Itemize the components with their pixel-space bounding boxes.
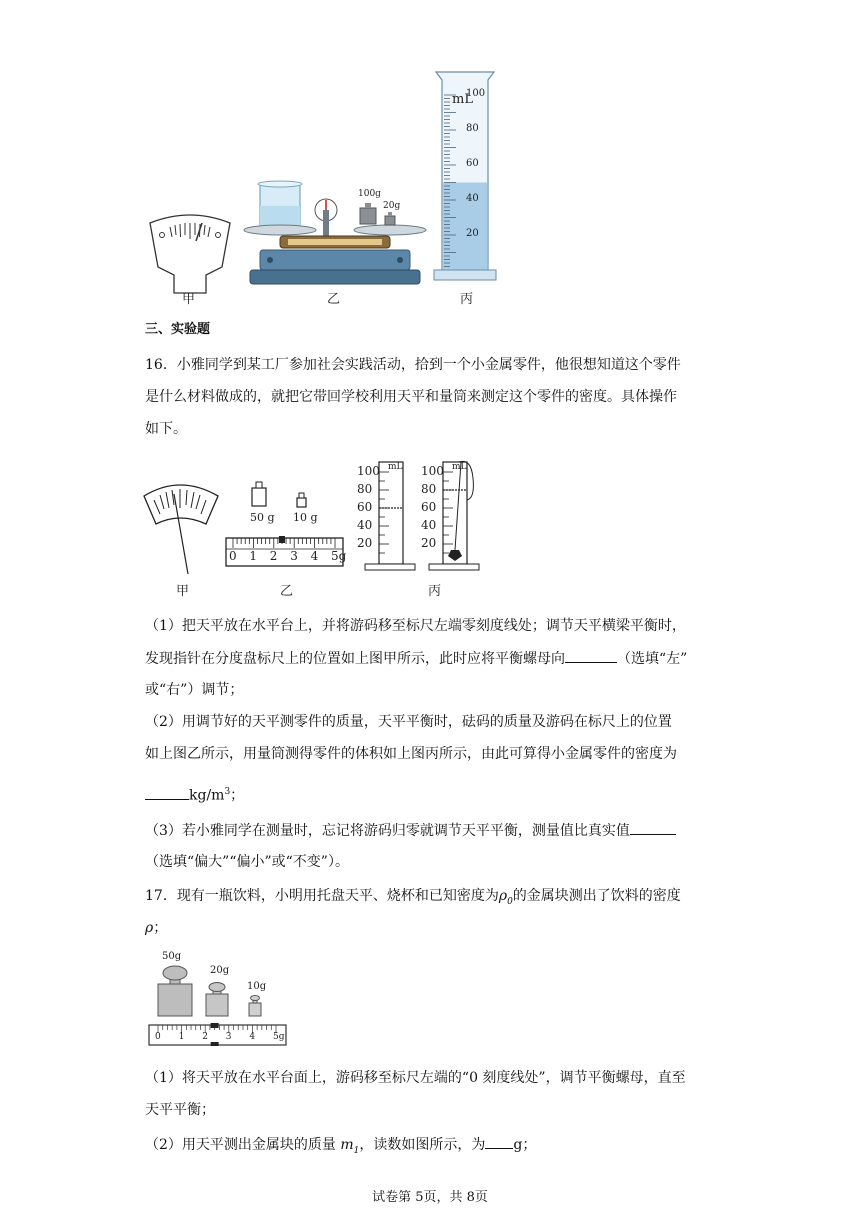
q16-answer-blank-1[interactable]	[565, 648, 617, 663]
q17-intro-text-a: 17．现有一瓶饮料，小明用托盘天平、烧杯和已知密度为	[145, 888, 499, 904]
q16-cylinder-left-label: 20	[357, 536, 373, 550]
q17-m1-symbol: m	[340, 1137, 354, 1153]
q16-ruler-label: 1	[249, 549, 258, 563]
q16-cylinder-left-label: 80	[357, 482, 373, 496]
q16-cylinder-left-label: 40	[357, 518, 373, 532]
q17-rho-symbol: ρ	[145, 920, 154, 936]
q16-intro-line2: 是什么材料做成的，就把它带回学校利用天平和量筒来测定这个零件的密度。具体操作	[145, 389, 677, 405]
q17-part1-line1: （1）将天平放在水平台面上，游码移至标尺左端的“0 刻度线处”，调节平衡螺母，直至	[145, 1070, 686, 1086]
q17-part1-line2: 天平平衡；	[145, 1102, 215, 1118]
q16-ruler-label: 4	[310, 549, 319, 563]
q16-part1-line3: 或“右”）调节；	[145, 682, 244, 698]
top-cylinder-tick-label: 60	[466, 158, 479, 169]
q16-dial-figure-jia	[140, 478, 222, 578]
q17-ruler-label: 4	[249, 1032, 256, 1042]
top-label-jia: 甲	[182, 292, 196, 307]
q17-rho0-symbol: ρ	[498, 888, 508, 904]
q16-part2-line2: 如上图乙所示，用量筒测得零件的体积如上图丙所示，由此可算得小金属零件的密度为	[145, 746, 677, 762]
top-cylinder-tick-label: 20	[466, 228, 479, 239]
q16-weights-figure	[245, 478, 325, 512]
q16-label-jia: 甲	[176, 584, 190, 599]
q17-m1-sub: 1	[353, 1145, 360, 1156]
top-cylinder-unit: mL	[452, 92, 473, 107]
q16-ruler-label: 2	[269, 549, 278, 563]
q17-part2-text-c: g；	[513, 1137, 537, 1153]
q16-ruler-figure	[225, 535, 345, 569]
q16-answer-blank-2[interactable]	[145, 785, 189, 800]
q16-cylinder-left-label: 100	[357, 464, 380, 478]
q16-part2-line1: （2）用调节好的天平测零件的质量，天平平衡时，砝码的质量及游码在标尺上的位置	[145, 714, 672, 730]
q17-intro-text-b: 的金属块测出了饮料的密度	[512, 888, 681, 904]
q17-weight-20g: 20g	[210, 965, 230, 976]
q16-weight-10g: 10 g	[293, 511, 318, 524]
q17-part2-text-b: ，读数如图所示，为	[359, 1137, 486, 1153]
q17-answer-blank-1[interactable]	[485, 1134, 513, 1149]
q16-part1-text-b: （选填“左”	[617, 651, 688, 667]
top-cylinder-tick-label: 80	[466, 123, 479, 134]
balance-figure-yi	[240, 178, 430, 290]
q17-ruler-label: 5g	[273, 1032, 285, 1042]
q16-cylinder-right-label: 20	[421, 536, 437, 550]
q16-cylinder-right-label: 100	[421, 464, 444, 478]
q16-density-unit: kg/m	[189, 787, 225, 804]
page-footer: 试卷第 5页，共 8页	[372, 1190, 488, 1205]
section-title: 三、实验题	[145, 322, 211, 337]
q16-cylinder-right-label: 60	[421, 500, 437, 514]
q16-label-yi: 乙	[280, 584, 294, 599]
dial-figure-jia	[140, 205, 240, 300]
q17-weight-50g: 50g	[162, 951, 182, 962]
q17-ruler-label: 0	[155, 1032, 161, 1042]
q17-ruler-label: 2	[202, 1032, 208, 1042]
q16-ruler-label: 5g	[331, 549, 347, 563]
q17-part2-text-a: （2）用天平测出金属块的质量	[145, 1137, 336, 1153]
q17-ruler-label: 3	[225, 1032, 232, 1042]
q16-cylinder-unit-right: mL	[452, 462, 467, 472]
q17-part2-line	[145, 1134, 536, 1161]
q16-density-unit-exp: 3	[224, 787, 231, 797]
q17-intro-line2	[145, 918, 167, 938]
top-label-bing: 丙	[460, 292, 474, 307]
q16-cylinder-right-label: 80	[421, 482, 437, 496]
q16-part1-line1: （1）把天平放在水平台上，并将游码移至标尺左端零刻度线处；调节天平横梁平衡时，	[145, 618, 686, 634]
q16-part2-line3	[145, 782, 244, 806]
q17-ruler-label: 1	[178, 1032, 185, 1042]
q16-part1-text-a: 发现指针在分度盘标尺上的位置如上图甲所示，此时应将平衡螺母向	[145, 651, 565, 667]
q16-ruler-label: 0	[229, 549, 237, 563]
q17-weight-10g: 10g	[247, 981, 267, 992]
q16-part3-line2: （选填“偏大”“偏小”或“不变”）。	[145, 854, 349, 870]
q16-label-bing: 丙	[428, 584, 442, 599]
top-cylinder-tick-label: 40	[466, 193, 479, 204]
q16-part1-line2	[145, 648, 687, 669]
q16-part2-end: ；	[230, 787, 245, 804]
q17-rho0-sub: 0	[507, 896, 513, 907]
q16-weight-50g: 50 g	[250, 511, 275, 524]
q16-cylinder-right-label: 40	[421, 518, 437, 532]
top-weight-100g: 100g	[358, 189, 381, 199]
q16-answer-blank-3[interactable]	[630, 820, 676, 835]
q16-cylinder-left-label: 60	[357, 500, 373, 514]
q17-intro-line1	[145, 886, 681, 912]
q16-part3-text: （3）若小雅同学在测量时，忘记将游码归零就调节天平平衡，测量值比真实值	[145, 823, 630, 839]
top-weight-20g: 20g	[383, 201, 401, 211]
q16-intro-line3: 如下。	[145, 421, 187, 437]
q17-intro-end: ；	[153, 920, 168, 936]
top-label-yi: 乙	[327, 292, 341, 307]
top-cylinder-tick-label: 100	[466, 88, 486, 99]
q16-ruler-label: 3	[290, 549, 298, 563]
q16-intro-line1: 16．小雅同学到某工厂参加社会实践活动，拾到一个小金属零件，他很想知道这个零件	[145, 357, 681, 373]
q16-part3-line1	[145, 820, 676, 841]
q17-ruler-figure	[148, 1022, 288, 1048]
q16-cylinder-unit-left: mL	[388, 462, 403, 472]
